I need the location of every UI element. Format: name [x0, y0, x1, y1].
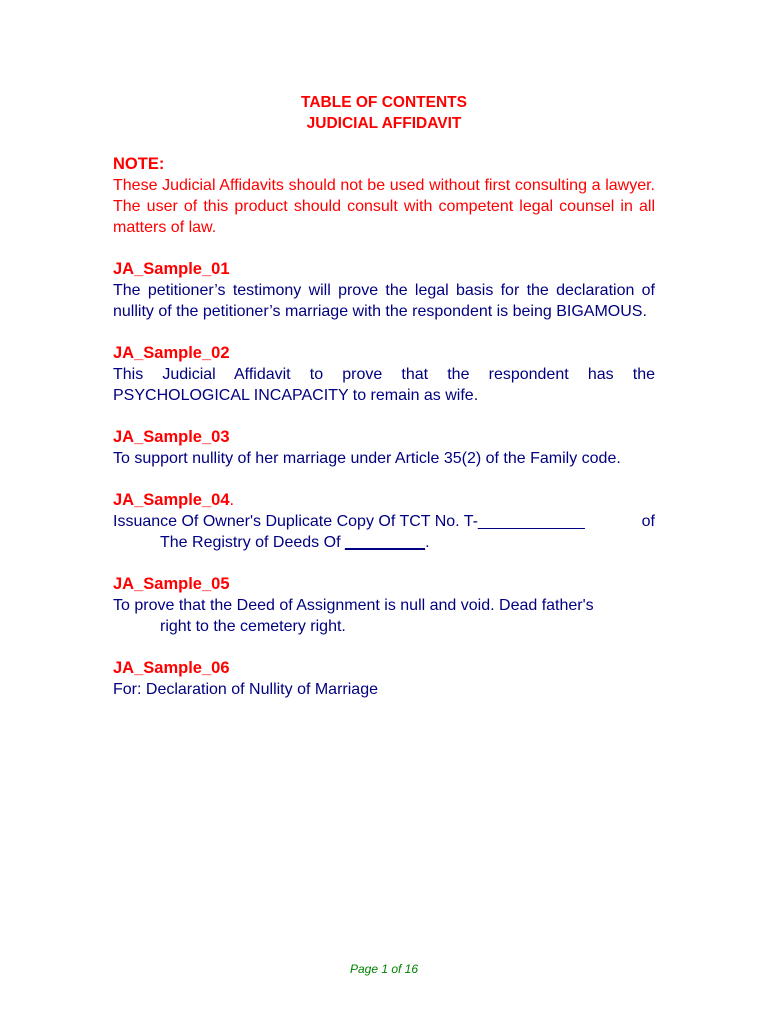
registry-period: .	[425, 534, 430, 551]
note-text: These Judicial Affidavits should not be used without first consulting a lawyer. The user of this product should consult with competent legal counsel in all matters of law.	[113, 177, 655, 236]
sample-04-heading-suffix: .	[229, 491, 235, 509]
sample-04-line-1-text	[113, 511, 585, 532]
sample-04-line-2	[113, 532, 655, 553]
sample-03-heading[interactable]: JA_Sample_03	[113, 428, 230, 446]
sample-04-description	[113, 511, 655, 553]
sample-01-section	[113, 259, 655, 322]
sample-05-section	[113, 574, 655, 637]
registry-label: The Registry of Deeds Of	[160, 534, 345, 551]
registry-blank: _________	[344, 534, 426, 551]
sample-02-heading[interactable]: JA_Sample_02	[113, 344, 230, 362]
note-section	[113, 154, 655, 238]
document-page	[113, 92, 655, 700]
document-title	[113, 92, 655, 134]
tct-number-blank: ____________	[477, 513, 585, 530]
sample-04-line-1	[113, 511, 655, 532]
sample-01-heading[interactable]: JA_Sample_01	[113, 260, 230, 278]
tct-label: Issuance Of Owner's Duplicate Copy Of TCT No. T-	[113, 513, 478, 530]
sample-02-description: This Judicial Affidavit to prove that the respondent has the PSYCHOLOGICAL INCAPACITY to remain as wife.	[113, 366, 655, 404]
title-line-1: TABLE OF CONTENTS	[301, 94, 467, 111]
sample-04-heading-wrap[interactable]	[113, 490, 655, 511]
sample-06-heading[interactable]: JA_Sample_06	[113, 659, 230, 677]
sample-06-description: For: Declaration of Nullity of Marriage	[113, 681, 378, 698]
sample-01-description: The petitioner’s testimony will prove the legal basis for the declaration of nullity of the petitioner’s marriage with the respondent is being BIGAMOUS.	[113, 282, 655, 320]
sample-04-line-1-of: of	[641, 513, 655, 530]
sample-05-heading[interactable]: JA_Sample_05	[113, 575, 230, 593]
sample-05-line-2: right to the cemetery right.	[160, 618, 346, 635]
sample-03-section	[113, 427, 655, 469]
sample-04-heading[interactable]: JA_Sample_04	[113, 491, 230, 509]
sample-02-section	[113, 343, 655, 406]
sample-05-description	[113, 595, 655, 637]
note-heading: NOTE:	[113, 155, 165, 173]
sample-05-line-1: To prove that the Deed of Assignment is null and void. Dead father's	[113, 597, 594, 614]
title-line-2: JUDICIAL AFFIDAVIT	[306, 115, 462, 132]
sample-06-section	[113, 658, 655, 700]
sample-04-section	[113, 490, 655, 553]
sample-03-description: To support nullity of her marriage under Article 35(2) of the Family code.	[113, 450, 621, 467]
page-number-footer: Page 1 of 16	[349, 962, 419, 976]
